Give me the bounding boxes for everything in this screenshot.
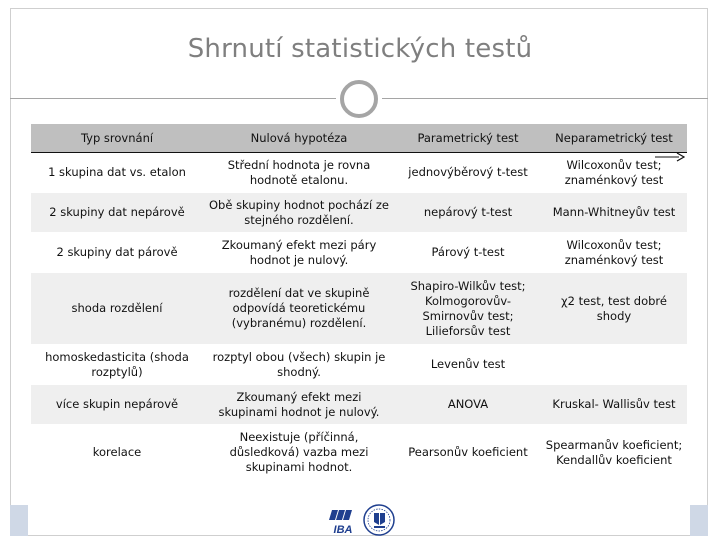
title-divider-right: [382, 98, 708, 99]
cell-parametric-test: Levenův test: [395, 345, 541, 385]
cell-nonparametric-test: Wilcoxonův test; znaménkový test: [541, 153, 687, 193]
cell-null-hypothesis: Neexistuje (příčinná, důsledková) vazba mezi skupinami hodnot.: [203, 425, 395, 481]
table-row: [31, 273, 687, 345]
cell-nonparametric-test: Mann-Whitneyův test: [541, 193, 687, 233]
circle-ornament-icon: [340, 80, 378, 118]
cell-comparison-type: homoskedasticita (shoda rozptylů): [31, 345, 203, 385]
cell-null-hypothesis: Zkoumaný efekt mezi skupinami hodnot je nulový.: [203, 385, 395, 425]
footer-accent-right: [690, 505, 708, 536]
slide-title: Shrnutí statistických testů: [187, 34, 533, 64]
title-divider-left: [10, 98, 336, 99]
header-parametric-test: Parametrický test: [395, 124, 541, 153]
cell-comparison-type: 2 skupiny dat nepárově: [31, 193, 203, 233]
cell-nonparametric-test: Wilcoxonův test; znaménkový test: [541, 233, 687, 273]
cell-comparison-type: shoda rozdělení: [31, 273, 203, 345]
cell-comparison-type: korelace: [31, 425, 203, 481]
iba-logo: [328, 508, 358, 536]
table-header-row: [31, 124, 687, 153]
cell-parametric-test: jednovýběrový t-test: [395, 153, 541, 193]
header-comparison-type: Typ srovnání: [31, 124, 203, 153]
cell-nonparametric-test: [541, 345, 687, 385]
cell-null-hypothesis: Zkoumaný efekt mezi páry hodnot je nulový.: [203, 233, 395, 273]
cell-null-hypothesis: rozdělení dat ve skupině odpovídá teoretickému (vybranému) rozdělení.: [203, 273, 395, 345]
table-row: [31, 193, 687, 233]
header-null-hypothesis: Nulová hypotéza: [203, 124, 395, 153]
cell-comparison-type: více skupin nepárově: [31, 385, 203, 425]
cell-nonparametric-test: Kruskal- Wallisův test: [541, 385, 687, 425]
cell-nonparametric-test: Spearmanův koeficient; Kendallův koeficient: [541, 425, 687, 481]
university-seal-icon: [362, 503, 396, 537]
arrow-right-icon: [655, 152, 685, 162]
table-row: [31, 153, 687, 193]
cell-null-hypothesis: rozptyl obou (všech) skupin je shodný.: [203, 345, 395, 385]
cell-comparison-type: 2 skupiny dat párově: [31, 233, 203, 273]
cell-parametric-test: nepárový t-test: [395, 193, 541, 233]
iba-logo-text: IBA: [333, 524, 353, 536]
table-row: [31, 425, 687, 481]
cell-comparison-type: 1 skupina dat vs. etalon: [31, 153, 203, 193]
header-nonparametric-test: Neparametrický test: [541, 124, 687, 153]
cell-parametric-test: Shapiro-Wilkův test; Kolmogorovův-Smirnovův test; Lilieforsův test: [395, 273, 541, 345]
table-row: [31, 385, 687, 425]
cell-null-hypothesis: Střední hodnota je rovna hodnotě etalonu.: [203, 153, 395, 193]
table-row: [31, 233, 687, 273]
cell-null-hypothesis: Obě skupiny hodnot pochází ze stejného rozdělení.: [203, 193, 395, 233]
cell-parametric-test: Pearsonův koeficient: [395, 425, 541, 481]
cell-parametric-test: Párový t-test: [395, 233, 541, 273]
cell-parametric-test: ANOVA: [395, 385, 541, 425]
table-row: [31, 345, 687, 385]
footer-accent-left: [10, 505, 28, 536]
cell-nonparametric-test: χ2 test, test dobré shody: [541, 273, 687, 345]
tests-summary-table: [31, 124, 687, 481]
